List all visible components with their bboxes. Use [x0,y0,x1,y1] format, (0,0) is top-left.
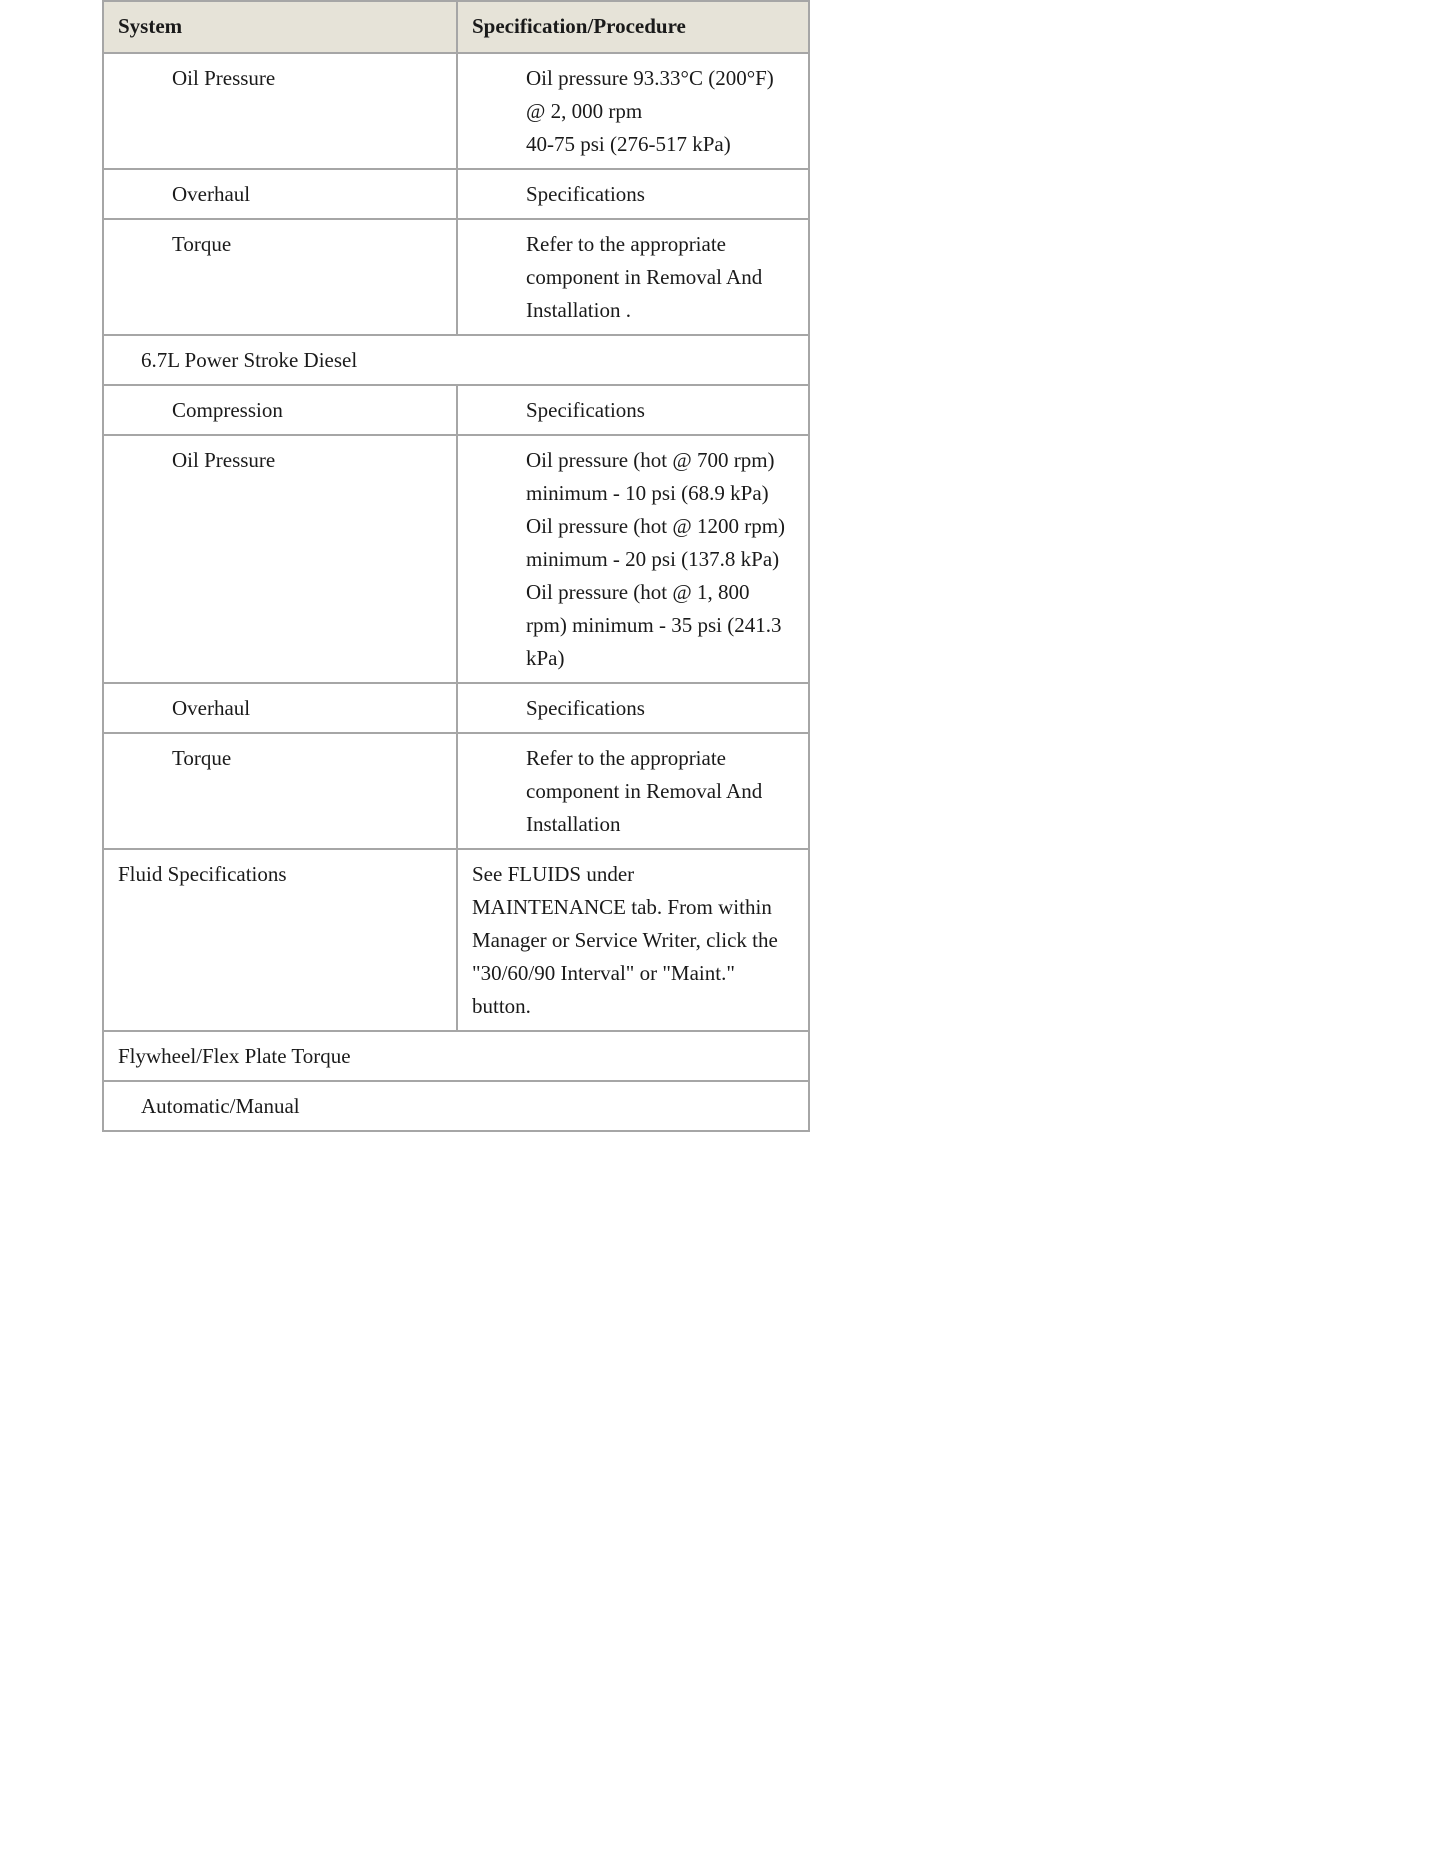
system-cell: Compression [103,385,457,435]
spec-line: MAINTENANCE tab. From within [472,895,772,919]
section-row [103,1031,809,1081]
system-cell: Torque [103,219,457,335]
spec-cell [457,385,809,435]
spec-line: Specifications [526,398,645,422]
system-cell: Oil Pressure [103,53,457,169]
spec-line: component in Removal And [526,265,763,289]
table-row [103,435,809,683]
system-cell: Oil Pressure [103,435,457,683]
section-heading: Flywheel/Flex Plate Torque [103,1031,809,1081]
spec-line: button. [472,994,531,1018]
system-cell: Overhaul [103,683,457,733]
spec-line: Installation . [526,298,631,322]
spec-line: Installation [526,812,621,836]
section-heading: Automatic/Manual [103,1081,809,1131]
spec-cell [457,219,809,335]
table-row [103,849,809,1031]
table-row [103,219,809,335]
table-header-row [103,1,809,53]
spec-line: 40-75 psi (276-517 kPa) [526,132,731,156]
table-row [103,385,809,435]
spec-line: Manager or Service Writer, click the [472,928,778,952]
spec-cell [457,733,809,849]
spec-line: minimum - 10 psi (68.9 kPa) [526,481,769,505]
system-cell: Torque [103,733,457,849]
spec-line: Refer to the appropriate [526,232,726,256]
section-heading: 6.7L Power Stroke Diesel [103,335,809,385]
spec-cell [457,169,809,219]
spec-line: Refer to the appropriate [526,746,726,770]
spec-line: Oil pressure (hot @ 1, 800 [526,580,750,604]
spec-line: "30/60/90 Interval" or "Maint." [472,961,735,985]
spec-line: minimum - 20 psi (137.8 kPa) [526,547,780,571]
spec-cell [457,683,809,733]
table-row [103,733,809,849]
spec-line: kPa) [526,646,565,670]
table-row [103,53,809,169]
spec-line: Oil pressure (hot @ 1200 rpm) [526,514,786,538]
spec-line: See FLUIDS under [472,862,635,886]
spec-line: Oil pressure (hot @ 700 rpm) [526,448,775,472]
section-row [103,1081,809,1131]
spec-line: @ 2, 000 rpm [526,99,643,123]
table-row [103,169,809,219]
section-row [103,335,809,385]
header-spec: Specification/Procedure [457,1,809,53]
spec-cell [457,53,809,169]
spec-line: component in Removal And [526,779,763,803]
header-system: System [103,1,457,53]
table-row [103,683,809,733]
spec-line: Specifications [526,696,645,720]
spec-cell [457,849,809,1031]
spec-line: Oil pressure 93.33°C (200°F) [526,66,774,90]
spec-cell [457,435,809,683]
system-cell: Overhaul [103,169,457,219]
spec-line: rpm) minimum - 35 psi (241.3 [526,613,782,637]
system-cell: Fluid Specifications [103,849,457,1031]
spec-table [102,0,810,1132]
spec-line: Specifications [526,182,645,206]
